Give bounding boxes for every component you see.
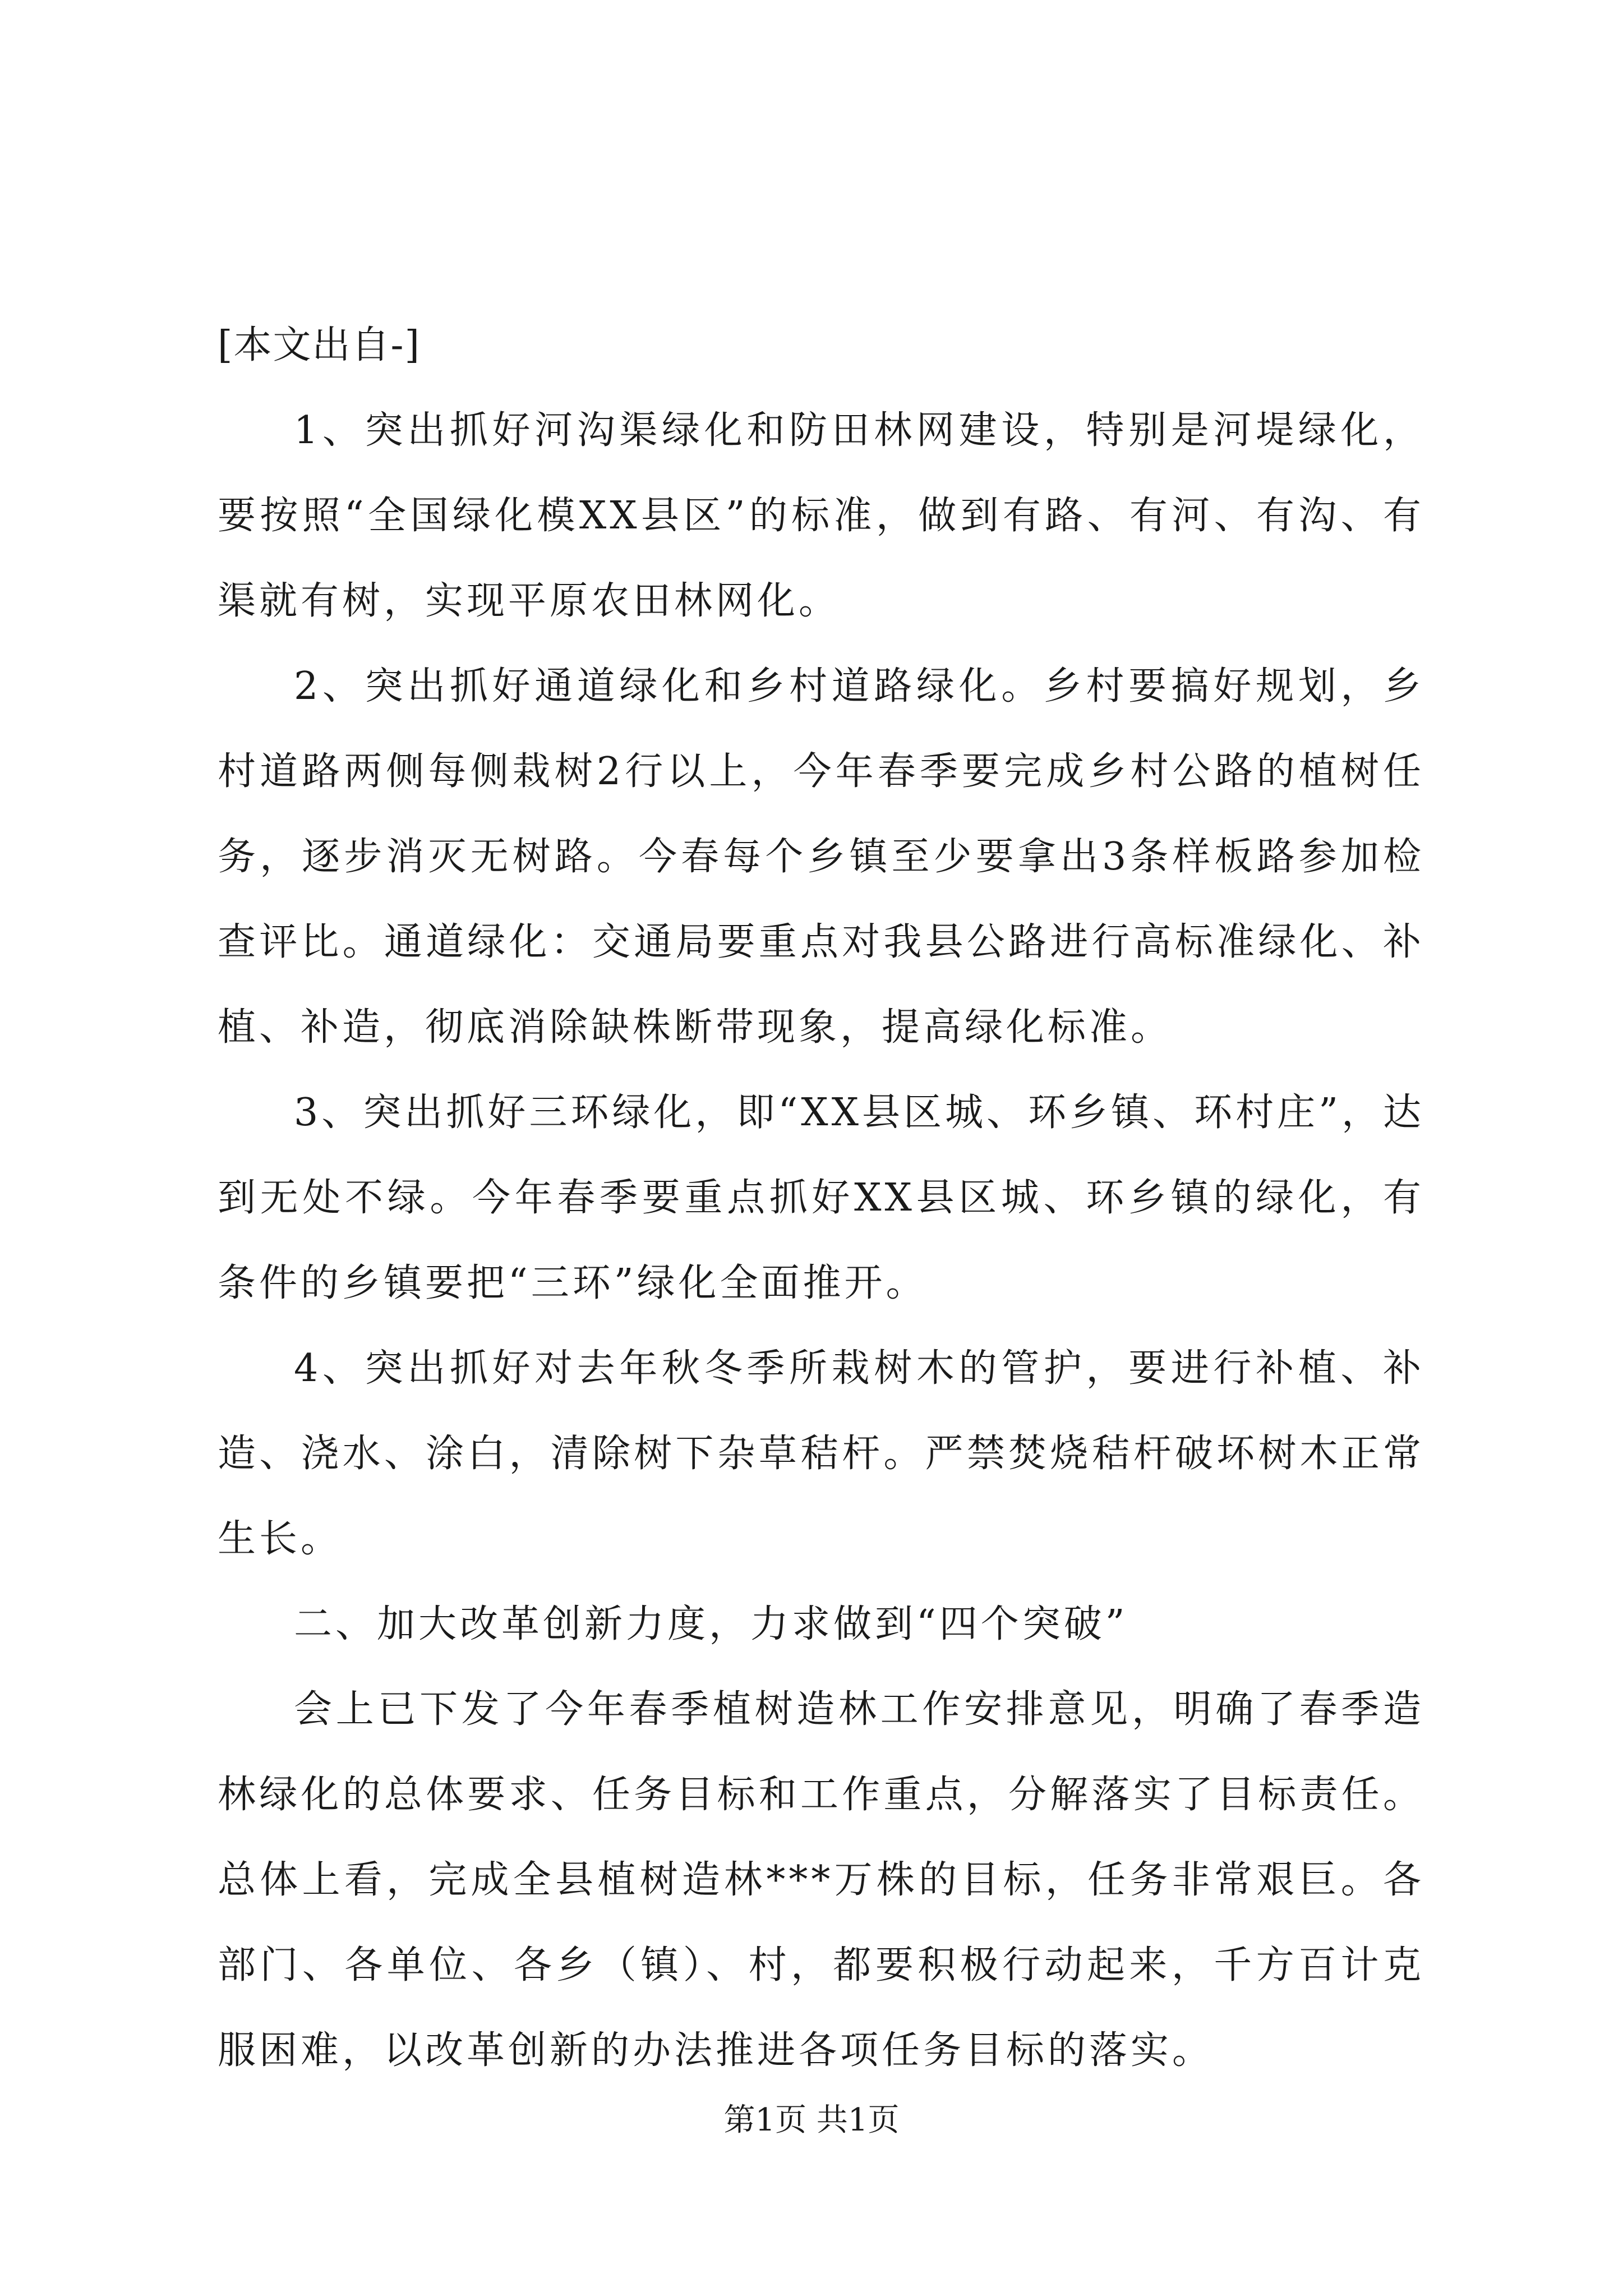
section-heading: 二、加大改革创新力度，力求做到“四个突破” xyxy=(294,1602,1128,1646)
page-number-footer: 第1页 共1页 xyxy=(723,2102,900,2138)
paragraph-1: 1、突出抓好河沟渠绿化和防田林网建设，特别是河堤绿化，要按照“全国绿化模XX县区”的标准，做到有路、有河、有沟、有渠就有树，实现平原农田林网化。 xyxy=(218,408,1424,623)
source-note: [本文出自-] xyxy=(218,323,421,367)
document-body xyxy=(218,303,1424,2093)
paragraph-2: 2、突出抓好通道绿化和乡村道路绿化。乡村要搞好规划，乡村道路两侧每侧栽树2行以上，今年春季要完成乡村公路的植树任务，逐步消灭无树路。今春每个乡镇至少要拿出3条样板路参加检查评比。通道绿化：交通局要重点对我县公路进行高标准绿化、补植、补造，彻底消除缺株断带现象，提高绿化标准。 xyxy=(218,664,1424,1050)
paragraph-5: 会上已下发了今年春季植树造林工作安排意见，明确了春季造林绿化的总体要求、任务目标和工作重点，分解落实了目标责任。总体上看，完成全县植树造林***万株的目标，任务非常艰巨。各部门、各单位、各乡（镇）、村，都要积极行动起来，千方百计克服困难，以改革创新的办法推进各项任务目标的落实。 xyxy=(218,1687,1424,2073)
paragraph-4: 4、突出抓好对去年秋冬季所栽树木的管护，要进行补植、补造、浇水、涂白，清除树下杂草秸杆。严禁焚烧秸杆破坏树木正常生长。 xyxy=(218,1346,1424,1561)
paragraph-3: 3、突出抓好三环绿化，即“XX县区城、环乡镇、环村庄”，达到无处不绿。今年春季要重点抓好XX县区城、环乡镇的绿化，有条件的乡镇要把“三环”绿化全面推开。 xyxy=(218,1091,1424,1305)
